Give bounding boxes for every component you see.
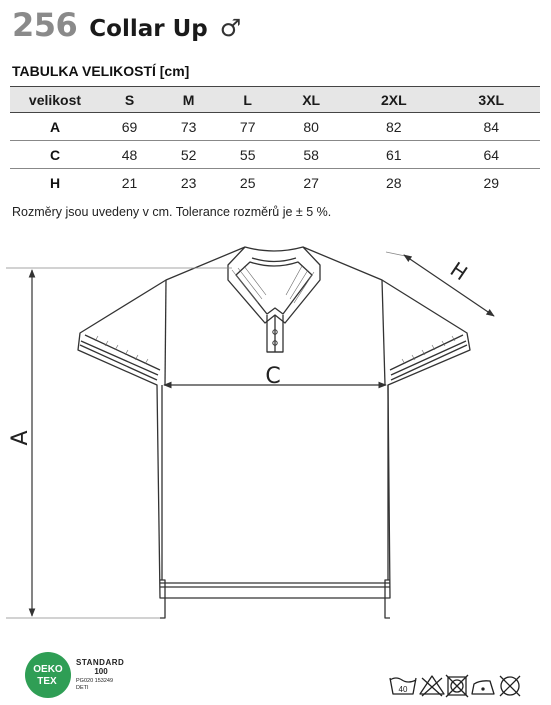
table-cell: 73 — [159, 113, 218, 141]
header-cell-l: L — [218, 87, 277, 113]
table-cell: 25 — [239, 174, 256, 191]
iron-low-icon — [472, 681, 494, 694]
table-cell: 29 — [483, 174, 500, 191]
side-vent-left — [160, 580, 165, 618]
size-table-title: TABULKA VELIKOSTÍ [cm] — [12, 63, 190, 79]
table-cell: 64 — [443, 141, 540, 169]
no-bleach-icon — [420, 676, 444, 696]
table-cell: 77 — [218, 113, 277, 141]
table-cell: 82 — [345, 113, 442, 141]
product-header — [12, 6, 241, 46]
standard-100-label — [76, 658, 126, 691]
table-row — [10, 141, 540, 169]
header-cell-2xl: 2XL — [345, 87, 442, 113]
care-symbols — [388, 672, 528, 700]
certificate-code: PG020 153249 — [76, 678, 114, 684]
svg-text:OEKO: OEKO — [33, 664, 63, 675]
table-cell: 61 — [345, 141, 442, 169]
row-label: H — [49, 174, 61, 191]
header-cell-3xl: 3XL — [443, 87, 540, 113]
table-row — [10, 169, 540, 197]
table-row — [10, 113, 540, 141]
shirt-outline — [78, 247, 470, 598]
armhole-left — [165, 280, 166, 385]
table-cell: 52 — [159, 141, 218, 169]
svg-text:TEX: TEX — [37, 676, 57, 687]
table-cell: 84 — [443, 113, 540, 141]
no-dry-clean-icon — [500, 676, 520, 696]
no-tumble-dry-icon — [446, 675, 468, 697]
dimension-h-line — [404, 255, 494, 316]
row-label: A — [10, 113, 100, 141]
bottom-hem — [160, 583, 390, 587]
certificate-note: DETI — [76, 685, 89, 691]
table-cell: 80 — [277, 113, 345, 141]
size-table — [10, 86, 540, 196]
tolerance-note: Rozměry jsou uvedeny v cm. Tolerance rozměrů je ± 5 %. — [12, 205, 332, 219]
polo-shirt-diagram — [0, 235, 551, 635]
table-cell: 28 — [386, 174, 402, 191]
collar-outer — [228, 247, 320, 323]
row-label: C — [10, 141, 100, 169]
header-cell-size: velikost — [10, 87, 100, 113]
sleeve-cuff-right — [390, 335, 467, 380]
collar-band — [252, 258, 296, 262]
dimension-h-label: H — [445, 257, 472, 286]
size-table-header-row — [10, 87, 540, 113]
collar-inner — [236, 262, 312, 314]
standard-number: 100 — [94, 667, 108, 676]
male-symbol-icon: ♂ — [219, 14, 242, 42]
table-cell: 48 — [100, 141, 159, 169]
dimension-c-label: C — [265, 364, 281, 389]
header-cell-m: M — [159, 87, 218, 113]
header-cell-xl: XL — [277, 87, 345, 113]
product-code: 256 — [12, 6, 78, 44]
svg-text:40: 40 — [398, 685, 408, 694]
armhole-right — [382, 280, 385, 385]
dimension-a-label: A — [8, 430, 33, 446]
table-cell: 21 — [121, 174, 138, 191]
placket-edge — [267, 315, 283, 352]
table-cell: 69 — [100, 113, 159, 141]
oeko-tex-logo — [24, 651, 72, 699]
header-cell-s: S — [100, 87, 159, 113]
table-cell: 27 — [303, 174, 319, 191]
table-cell: 55 — [218, 141, 277, 169]
sleeve-cuff-left — [80, 335, 160, 380]
table-cell: 23 — [180, 174, 197, 191]
table-cell: 58 — [277, 141, 345, 169]
wash-40-icon — [390, 678, 416, 694]
standard-title: STANDARD — [76, 658, 125, 667]
product-name: Collar Up — [89, 16, 208, 42]
